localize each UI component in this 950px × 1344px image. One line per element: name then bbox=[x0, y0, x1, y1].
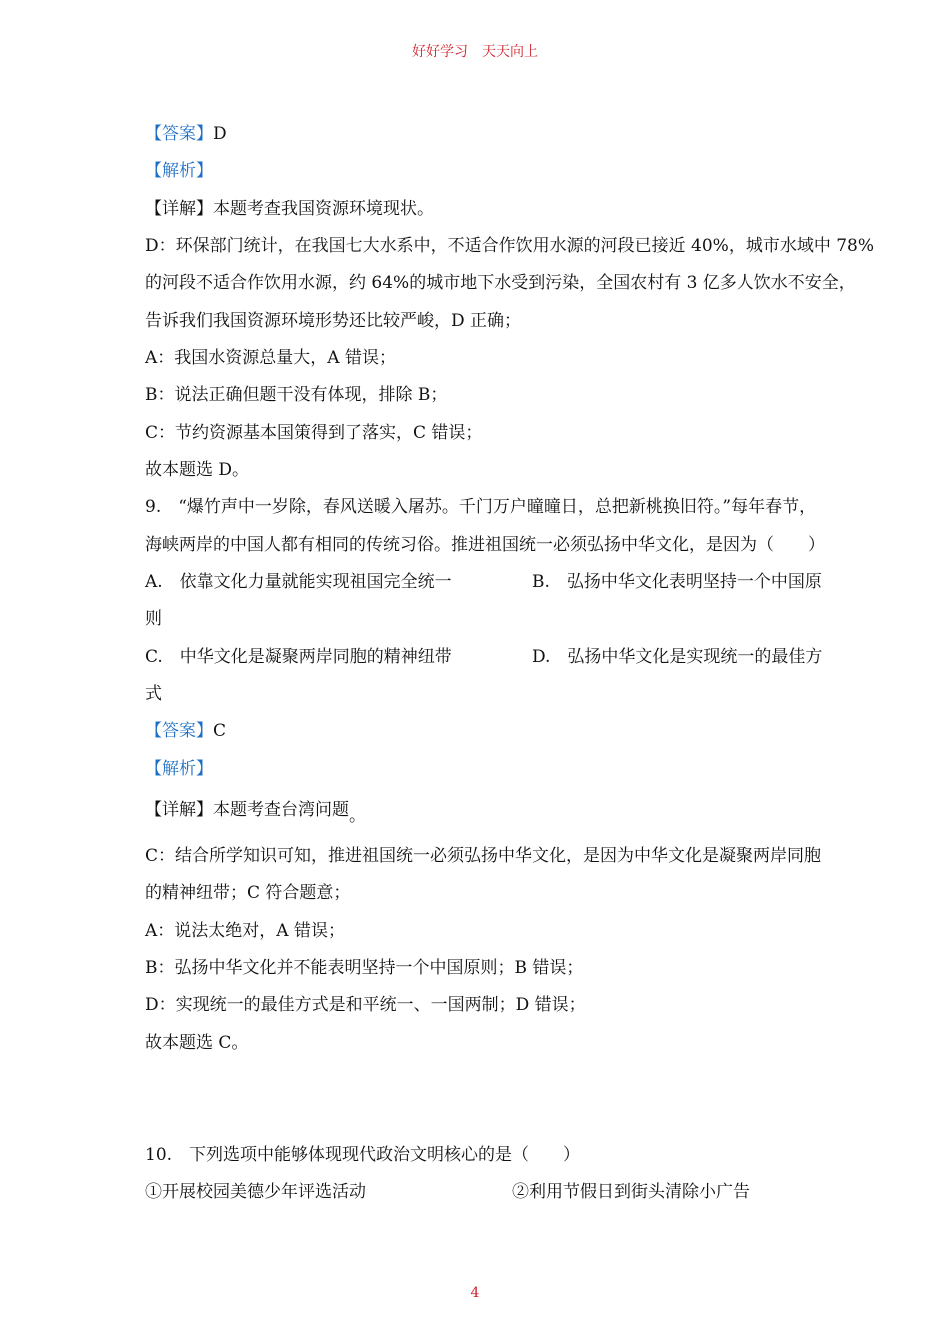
option-c: C. 中华文化是凝聚两岸同胞的精神纽带 bbox=[145, 647, 452, 667]
detail-mark: 。 bbox=[349, 806, 366, 826]
paragraph-line: 告诉我们我国资源环境形势还比较严峻，D 正确； bbox=[145, 311, 522, 331]
analysis-label: 【解析】 bbox=[145, 759, 213, 779]
page-number: 4 bbox=[470, 1285, 480, 1301]
option-b: B. 弘扬中华文化表明坚持一个中国原 bbox=[532, 572, 822, 592]
paragraph-line: D：环保部门统计，在我国七大水系中，不适合作饮用水源的河段已接近 40%，城市水域中 78% bbox=[145, 236, 875, 256]
paragraph-line: 的河段不适合作饮用水源，约 64%的城市地下水受到污染，全国农村有 3 亿多人饮水不安全， bbox=[145, 273, 856, 293]
conclusion-line: 故本题选 D。 bbox=[145, 460, 250, 480]
paragraph-line: 的精神纽带；C 符合题意； bbox=[145, 883, 351, 903]
option-d-wrap: 式 bbox=[145, 684, 162, 704]
question-9-stem: 海峡两岸的中国人都有相同的传统习俗。推进祖国统一必须弘扬中华文化，是因为（ ） bbox=[145, 535, 825, 555]
answer-label: 【答案】 bbox=[145, 721, 213, 741]
answer-value: D bbox=[213, 124, 227, 144]
paragraph-line: A：我国水资源总量大，A 错误； bbox=[145, 348, 396, 368]
option-d: D. 弘扬中华文化是实现统一的最佳方 bbox=[532, 647, 823, 667]
page-header: 好好学习 天天向上 bbox=[412, 44, 538, 60]
answer-value: C bbox=[213, 721, 227, 741]
paragraph-line: B：说法正确但题干没有体现，排除 B； bbox=[145, 385, 448, 405]
option-1: ①开展校园美德少年评选活动 bbox=[145, 1182, 366, 1202]
option-2: ②利用节假日到街头清除小广告 bbox=[512, 1182, 750, 1202]
paragraph-line: C：节约资源基本国策得到了落实，C 错误； bbox=[145, 423, 483, 443]
question-10-stem: 10. 下列选项中能够体现现代政治文明核心的是（ ） bbox=[145, 1145, 581, 1165]
paragraph-line: B：弘扬中华文化并不能表明坚持一个中国原则；B 错误； bbox=[145, 958, 584, 978]
answer-line-8 bbox=[145, 123, 227, 145]
option-a: A. 依靠文化力量就能实现祖国完全统一 bbox=[145, 572, 452, 592]
analysis-label: 【解析】 bbox=[145, 161, 213, 181]
conclusion-line: 故本题选 C。 bbox=[145, 1033, 249, 1053]
answer-line-9 bbox=[145, 720, 226, 742]
paragraph-line: A：说法太绝对，A 错误； bbox=[145, 921, 345, 941]
detail-text: 【详解】本题考查台湾问题 bbox=[145, 800, 349, 820]
detail-heading: 【详解】本题考查我国资源环境现状。 bbox=[145, 199, 434, 219]
question-9-stem: 9. “爆竹声中一岁除，春风送暖入屠苏。千门万户曈曈日，总把新桃换旧符。”每年春节， bbox=[145, 497, 817, 517]
detail-heading bbox=[145, 799, 366, 826]
option-b-wrap: 则 bbox=[145, 609, 162, 629]
paragraph-line: C：结合所学知识可知，推进祖国统一必须弘扬中华文化，是因为中华文化是凝聚两岸同胞 bbox=[145, 846, 822, 866]
answer-label: 【答案】 bbox=[145, 124, 213, 144]
paragraph-line: D：实现统一的最佳方式是和平统一、一国两制；D 错误； bbox=[145, 995, 586, 1015]
